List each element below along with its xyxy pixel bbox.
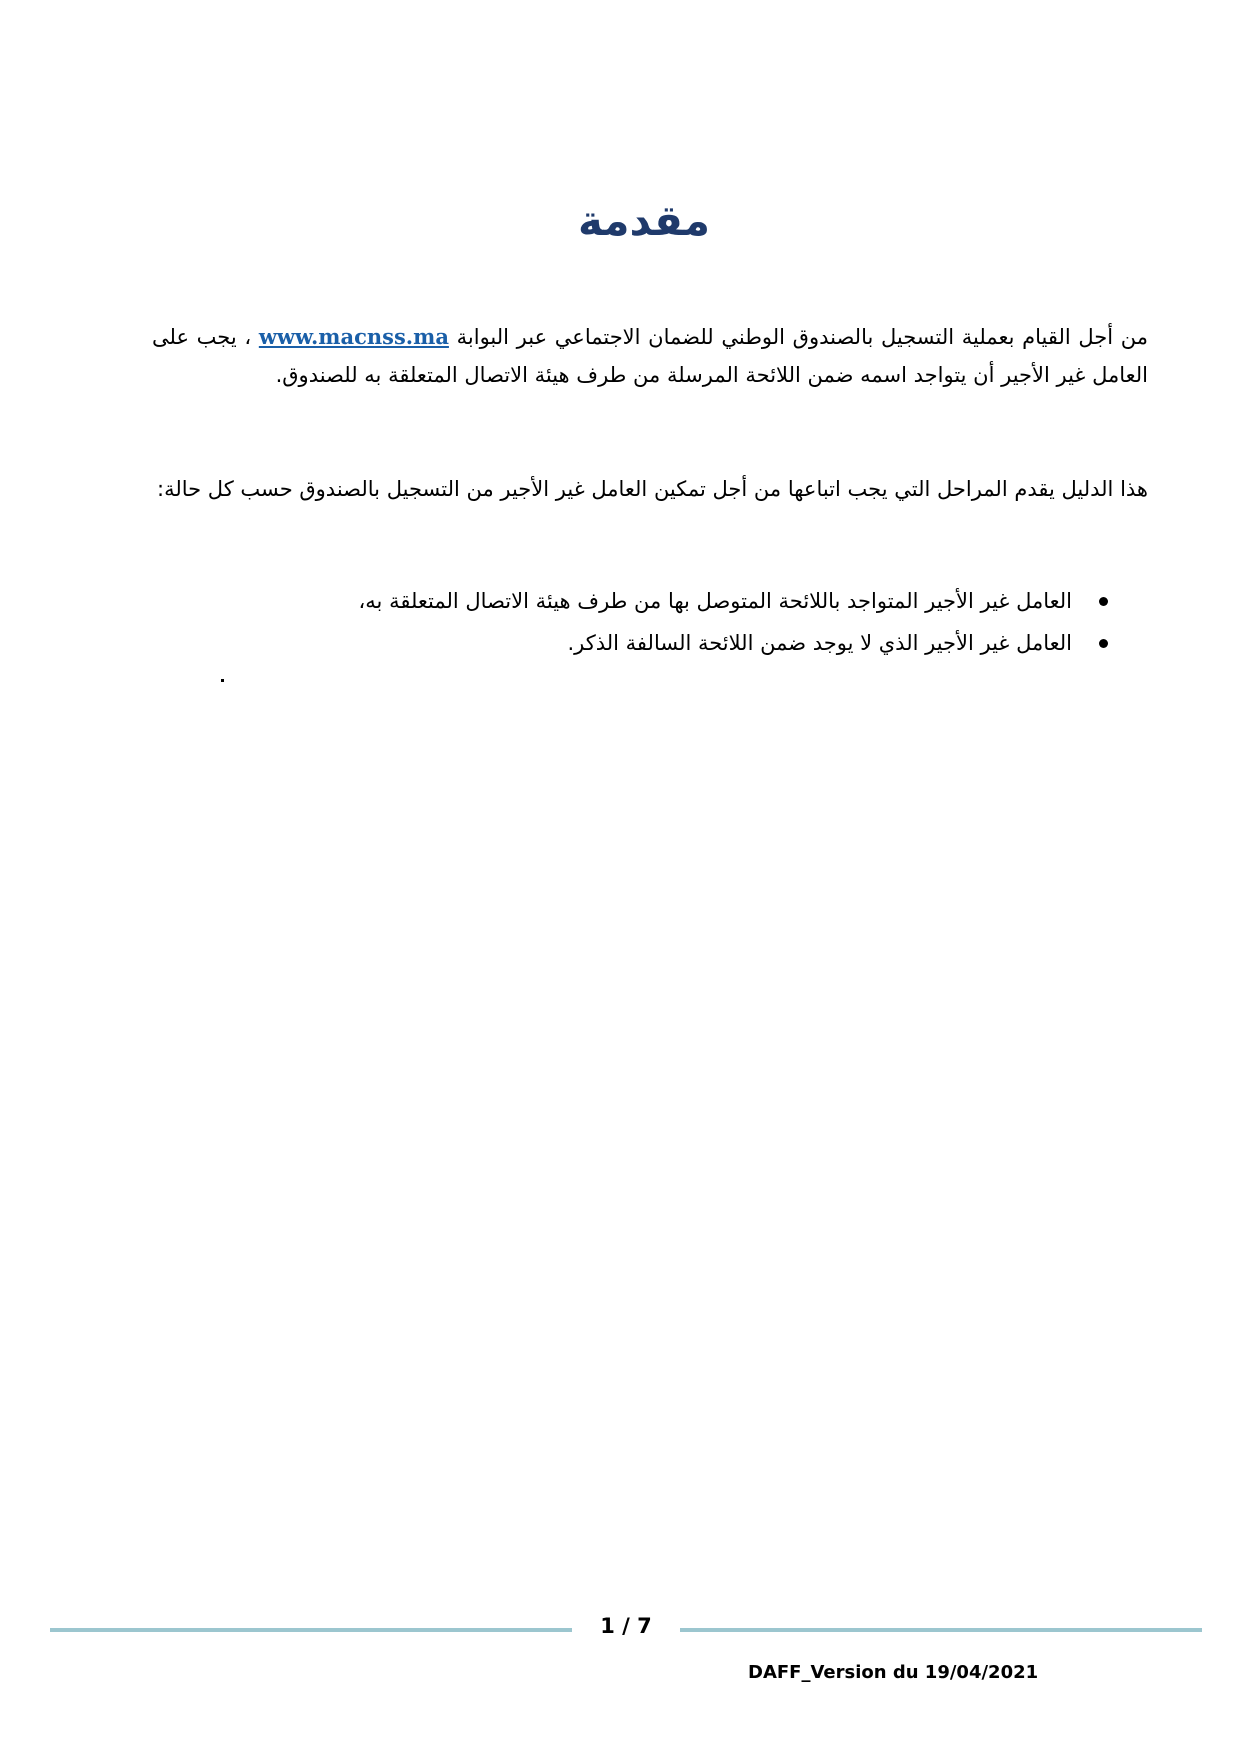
page-title: مقدمة (578, 196, 710, 245)
guide-paragraph: هذا الدليل يقدم المراحل التي يجب اتباعها من أجل تمكين العامل غير الأجير من التسجيل بالصندوق حسب كل حالة: (157, 477, 1148, 501)
bullet-icon (1099, 639, 1108, 648)
portal-link[interactable]: www.macnss.ma (258, 324, 449, 349)
footer-rule-right (680, 1628, 1202, 1632)
bullet-icon (1099, 597, 1108, 606)
list-item (152, 580, 1148, 622)
footer-rule-left (50, 1628, 572, 1632)
list-item (152, 622, 1148, 664)
intro-paragraph (152, 318, 1148, 394)
intro-paragraph-start: من أجل القيام بعملية التسجيل بالصندوق الوطني للضمان الاجتماعي عبر البوابة (456, 325, 1148, 349)
page-number: 1 / 7 (600, 1614, 652, 1638)
list-item-text: العامل غير الأجير الذي لا يوجد ضمن اللائحة السالفة الذكر. (567, 631, 1072, 655)
stray-mark (221, 679, 224, 682)
cases-list (152, 580, 1148, 664)
list-item-text: العامل غير الأجير المتواجد باللائحة المتوصل بها من طرف هيئة الاتصال المتعلقة به، (358, 589, 1072, 613)
intro-paragraph-end: ، يجب على العامل غير الأجير أن يتواجد اسمه ضمن اللائحة المرسلة من طرف هيئة الاتصال المتعلقة به للصندوق. (152, 325, 1148, 387)
version-stamp: DAFF_Version du 19/04/2021 (748, 1662, 1039, 1683)
